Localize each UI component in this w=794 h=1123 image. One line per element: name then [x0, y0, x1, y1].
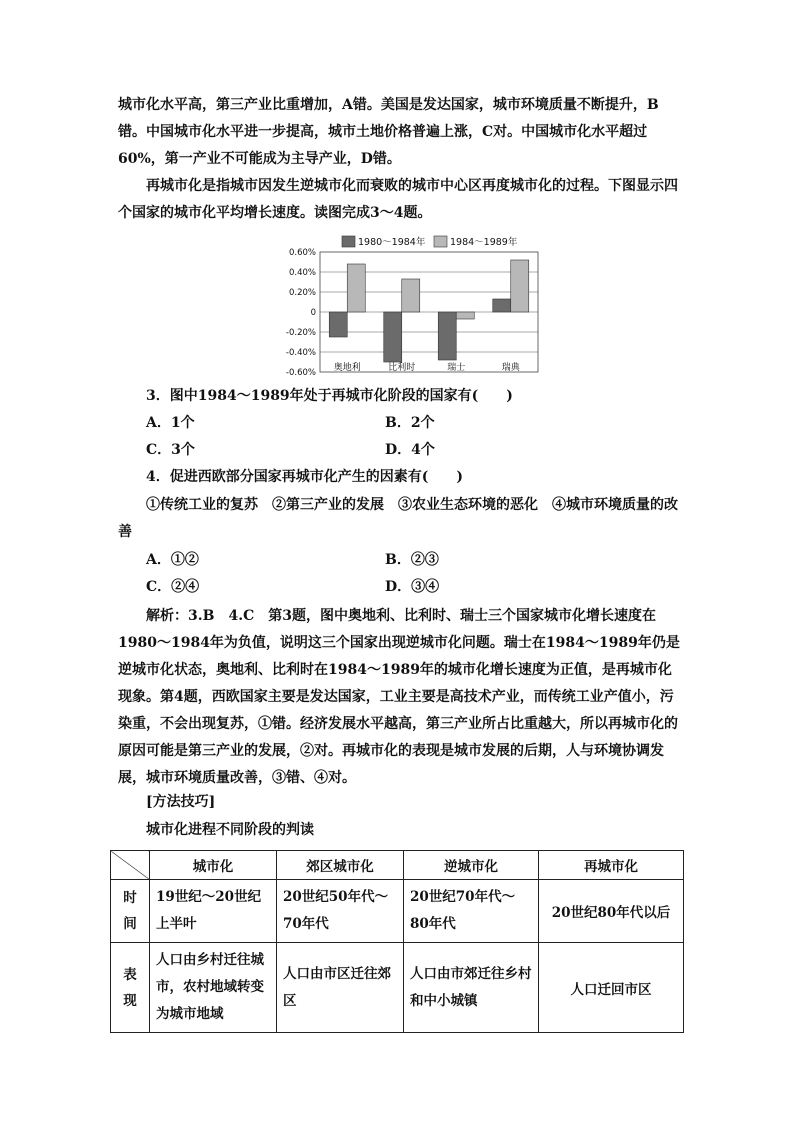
table-corner-cell	[111, 851, 150, 880]
y-tick-label: 0.20%	[288, 288, 316, 298]
y-tick-label: -0.40%	[285, 348, 316, 358]
bar	[347, 264, 365, 312]
table-cell: 19世纪～20世纪上半叶	[150, 880, 277, 943]
table-cell: 20世纪50年代～70年代	[277, 880, 404, 943]
table-header-row	[111, 851, 684, 880]
table-row	[111, 880, 684, 943]
table-row	[111, 943, 684, 1033]
y-tick-label: -0.60%	[285, 368, 316, 378]
x-category-label: 瑞士	[447, 363, 466, 373]
x-category-label: 比利时	[388, 363, 416, 373]
table-cell: 人口由市郊迁往乡村和中小城镇	[404, 943, 539, 1033]
q3-option-b: B．2个	[385, 415, 435, 431]
question-3-stem: 3．图中1984～1989年处于再城市化阶段的国家有( )	[146, 388, 513, 404]
q4-statements: ①传统工业的复苏 ②第三产业的发展 ③农业生态环境的恶化 ④城市环境质量的改善	[118, 497, 678, 540]
urbanization-bar-chart	[280, 230, 542, 378]
q3-option-a: A．1个	[146, 415, 195, 431]
legend-label-1984-1989: 1984～1989年	[450, 237, 518, 248]
legend-label-1980-1984: 1980～1984年	[358, 237, 426, 248]
y-tick-label: 0.40%	[288, 268, 316, 278]
table-cell: 人口由市区迁往郊区	[277, 943, 404, 1033]
bar	[402, 279, 420, 312]
bar	[456, 312, 474, 319]
method-subheading: 城市化进程不同阶段的判读	[146, 822, 314, 838]
table-header-cell: 郊区城市化	[277, 851, 404, 880]
y-tick-label: -0.20%	[285, 328, 316, 338]
table-header-cell: 城市化	[150, 851, 277, 880]
urbanization-stages-table	[110, 850, 684, 1033]
q4-option-a: A．①②	[146, 552, 199, 568]
table-cell: 20世纪80年代以后	[539, 880, 684, 943]
paragraph-answer-explanation: 城市化水平高，第三产业比重增加，A错。美国是发达国家，城市环境质量不断提升，B错。中国城市化水平进一步提高，城市土地价格普遍上涨，C对。中国城市化水平超过60%，第一产业不可能成为主导产业，D错。	[118, 97, 659, 167]
analysis-paragraph: 解析：3.B 4.C 第3题，图中奥地利、比利时、瑞士三个国家城市化增长速度在1980～1984年为负值，说明这三个国家出现逆城市化问题。瑞士在1984～1989年仍是逆城市化状态，奥地利、比利时在1984～1989年的城市化增长速度为正值，是再城市化现象。第4题，西欧国家主要是发达国家，工业主要是高技术产业，而传统工业产值小，污染重，不会出现复苏，①错。经济发展水平越高，第三产业所占比重越大，所以再城市化的原因可能是第三产业的发展，②对。再城市化的表现是城市发展的后期，人与环境协调发展，城市环境质量改善，③错、④对。	[118, 608, 680, 786]
q4-option-b: B．②③	[385, 552, 439, 568]
method-heading: [方法技巧]	[146, 794, 216, 810]
q4-option-c: C．②④	[146, 579, 200, 595]
bar	[329, 312, 347, 337]
bar	[384, 312, 402, 362]
table-row-label: 时间	[111, 880, 150, 943]
table-cell: 人口迁回市区	[539, 943, 684, 1033]
question-4-stem: 4．促进西欧部分国家再城市化产生的因素有( )	[146, 469, 463, 485]
table-header-cell: 再城市化	[539, 851, 684, 880]
x-category-label: 奥地利	[333, 363, 361, 373]
q4-option-d: D．③④	[385, 579, 440, 595]
y-tick-label: 0	[310, 308, 316, 318]
q3-option-c: C．3个	[146, 442, 195, 458]
table-row-label: 表现	[111, 943, 150, 1033]
y-tick-label: 0.60%	[288, 248, 316, 258]
q3-option-d: D．4个	[385, 442, 435, 458]
bar	[493, 299, 511, 312]
table-cell: 人口由乡村迁往城市，农村地域转变为城市地域	[150, 943, 277, 1033]
bar	[511, 260, 529, 312]
bar	[438, 312, 456, 360]
x-category-label: 瑞典	[501, 363, 520, 373]
table-cell: 20世纪70年代～80年代	[404, 880, 539, 943]
legend-swatch-1984-1989	[434, 236, 447, 247]
paragraph-intro: 再城市化是指城市因发生逆城市化而衰败的城市中心区再度城市化的过程。下图显示四个国家的城市化平均增长速度。读图完成3～4题。	[118, 178, 678, 221]
legend-swatch-1980-1984	[342, 236, 355, 247]
table-header-cell: 逆城市化	[404, 851, 539, 880]
